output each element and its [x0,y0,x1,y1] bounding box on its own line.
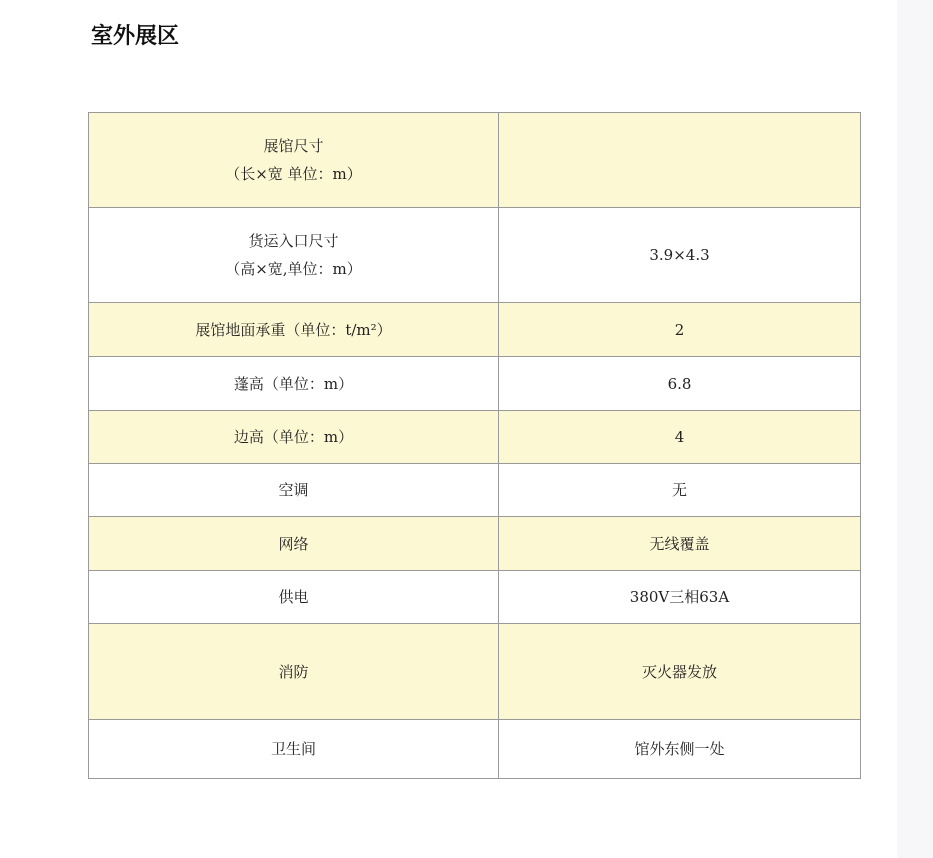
row-value [499,113,861,208]
row-label: 消防 [89,624,499,720]
row-label-line: 货运入口尺寸 [248,232,339,250]
row-value: 无 [499,464,861,517]
row-label: 网络 [89,517,499,571]
row-value: 6.8 [499,357,861,411]
row-value: 无线覆盖 [499,517,861,571]
right-margin-strip [897,0,933,858]
row-label: 边高（单位：m） [89,411,499,464]
row-label: 供电 [89,571,499,624]
table-row [89,517,861,571]
row-value: 馆外东侧一处 [499,720,861,779]
page-title: 室外展区 [91,24,180,49]
row-label: 空调 [89,464,499,517]
row-value: 380V三相63A [499,571,861,624]
row-label-line: 展馆尺寸 [263,137,324,155]
row-label [89,113,499,208]
row-value: 灭火器发放 [499,624,861,720]
row-label: 卫生间 [89,720,499,779]
row-label: 蓬高（单位：m） [89,357,499,411]
table-row [89,464,861,517]
row-value: 3.9×4.3 [499,208,861,303]
row-value: 2 [499,303,861,357]
table-row [89,357,861,411]
table-row [89,411,861,464]
table-row [89,113,861,208]
row-label-unit: （长×宽 单位：m） [225,165,362,183]
table-row [89,303,861,357]
row-label: 展馆地面承重（单位：t/m²） [89,303,499,357]
row-label-unit: （高×宽,单位：m） [225,260,362,278]
table-row [89,208,861,303]
venue-spec-table [88,112,861,779]
table-row [89,720,861,779]
table-row [89,624,861,720]
row-label [89,208,499,303]
table-row [89,571,861,624]
row-value: 4 [499,411,861,464]
